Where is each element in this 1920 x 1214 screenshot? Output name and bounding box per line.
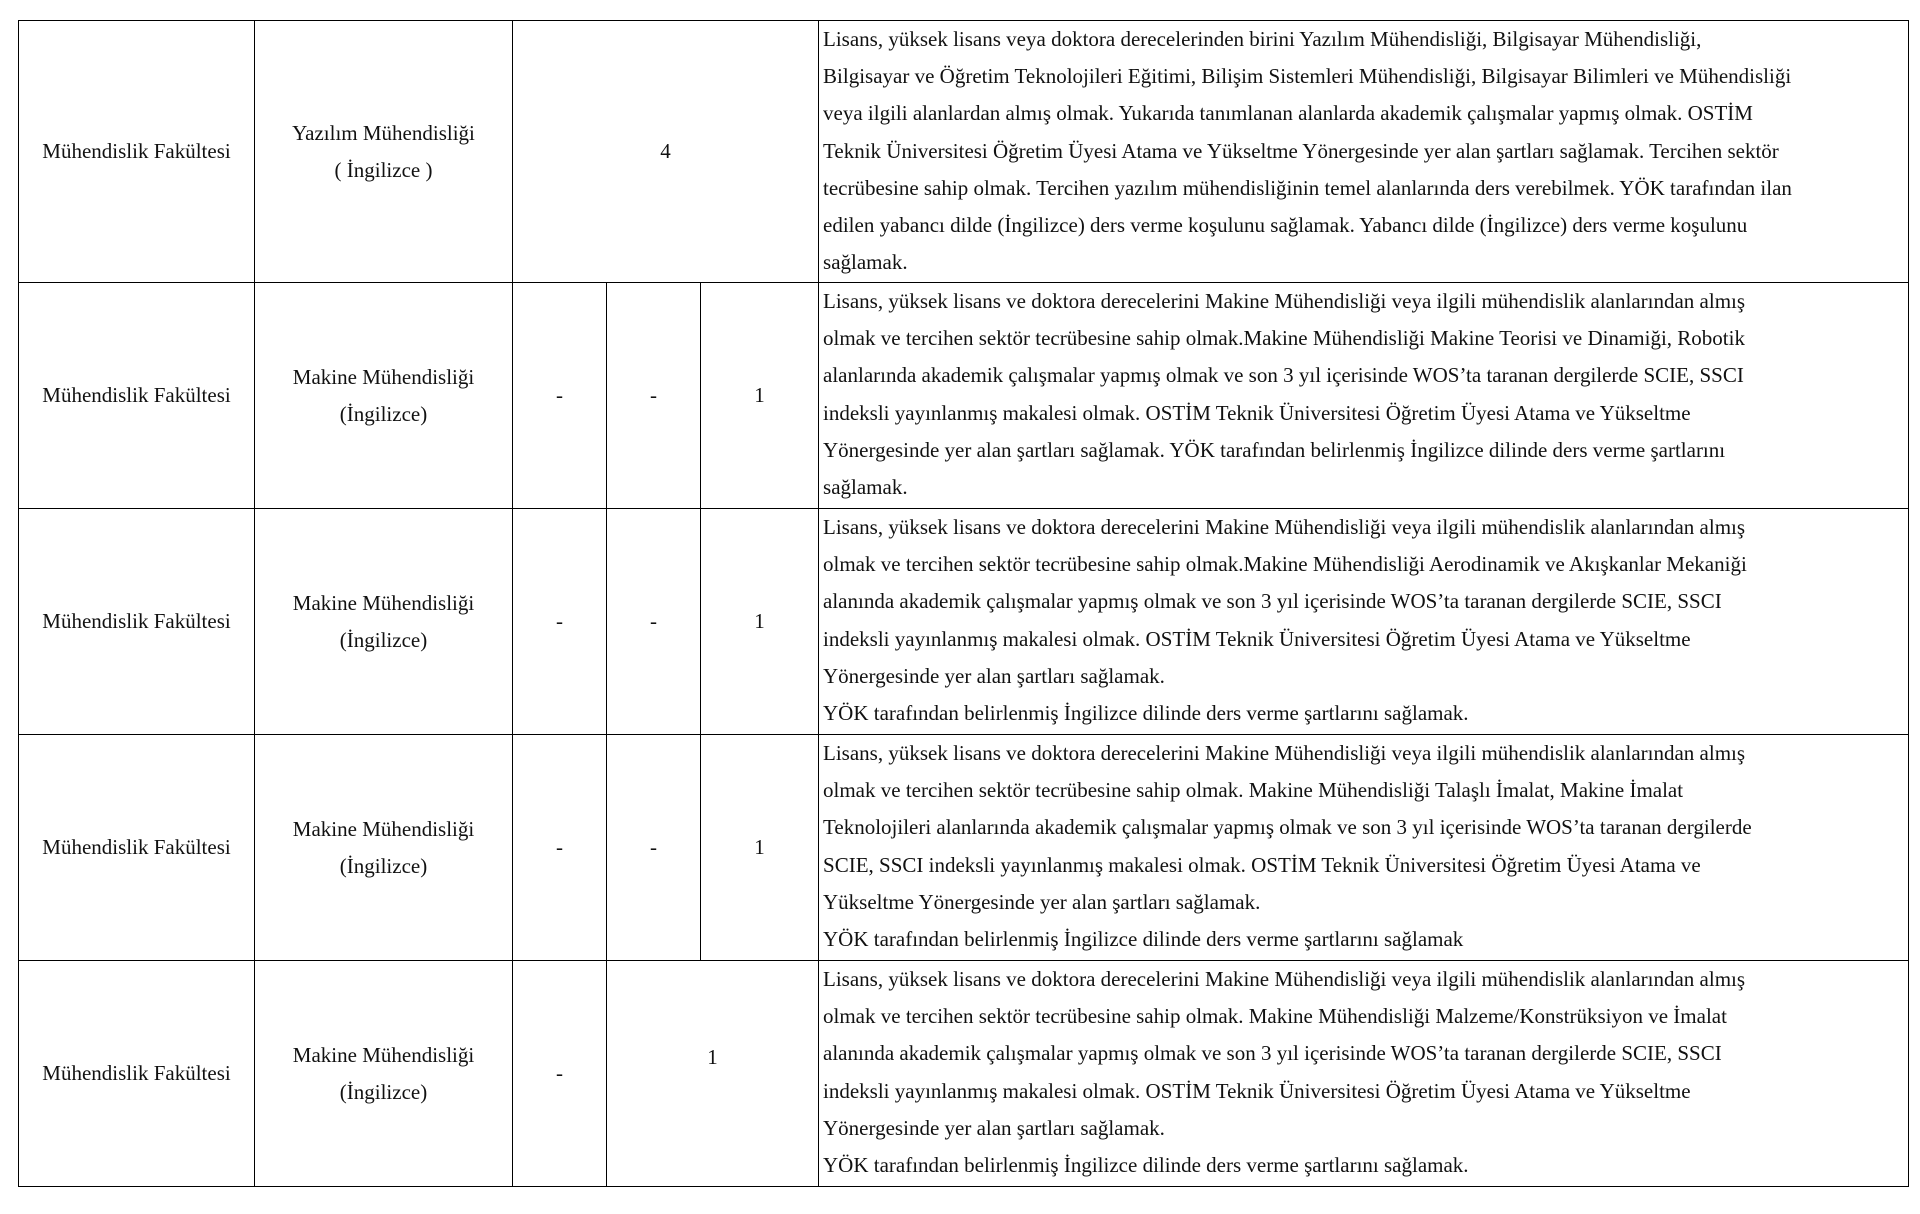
assistant-quota-cell: 1	[607, 961, 819, 1187]
positions-table	[18, 20, 1909, 1187]
faculty-cell: Mühendislik Fakültesi	[19, 283, 255, 509]
requirement-line: Teknik Üniversitesi Öğretim Üyesi Atama ve Yükseltme Yönergesinde yer alan şartları sağlamak. Tercihen sektör	[823, 138, 1779, 163]
department-name: Makine Mühendisliği	[292, 590, 475, 615]
professor-quota-cell: -	[513, 283, 607, 509]
table-row	[19, 283, 1909, 509]
requirement-line: Bilgisayar ve Öğretim Teknolojileri Eğitimi, Bilişim Sistemleri Mühendisliği, Bilgisayar Bilimleri ve Mühendisliği	[823, 64, 1792, 89]
requirement-line: veya ilgili alanlardan almış olmak. Yukarıda tanımlanan alanlarda akademik çalışmalar yapmış olmak. OSTİM	[823, 101, 1753, 126]
requirement-line: Yükseltme Yönergesinde yer alan şartları sağlamak.	[823, 889, 1261, 914]
requirement-line: alanında akademik çalışmalar yapmış olmak ve son 3 yıl içerisinde WOS’ta taranan dergilerde SCIE, SSCI	[823, 1041, 1722, 1066]
department-cell	[255, 961, 513, 1187]
requirement-line: tecrübesine sahip olmak. Tercihen yazılım mühendisliğinin temel alanlarında ders verebilmek. YÖK tarafından ilan	[823, 175, 1792, 200]
requirement-line: YÖK tarafından belirlenmiş İngilizce dilinde ders verme şartlarını sağlamak	[823, 927, 1464, 952]
requirement-line: Teknolojileri alanlarında akademik çalışmalar yapmış olmak ve son 3 yıl içerisinde WOS’ta taranan dergilerde	[823, 815, 1752, 840]
faculty-cell: Mühendislik Fakültesi	[19, 21, 255, 283]
assistant-quota-cell: 1	[701, 735, 819, 961]
table-row	[19, 509, 1909, 735]
requirement-line: Yönergesinde yer alan şartları sağlamak.	[823, 663, 1165, 688]
associate-quota-cell: -	[607, 509, 701, 735]
department-name: Makine Mühendisliği	[292, 364, 475, 389]
requirement-line: edilen yabancı dilde (İngilizce) ders verme koşulunu sağlamak. Yabancı dilde (İngilizce) ders verme koşulunu	[823, 213, 1748, 238]
professor-quota-cell: -	[513, 509, 607, 735]
department-language: (İngilizce)	[339, 853, 428, 878]
faculty-cell: Mühendislik Fakültesi	[19, 735, 255, 961]
requirement-line: sağlamak.	[823, 475, 908, 500]
requirement-line: olmak ve tercihen sektör tecrübesine sahip olmak. Makine Mühendisliği Talaşlı İmalat, Makine İmalat	[823, 778, 1684, 803]
requirement-line: Yönergesinde yer alan şartları sağlamak. YÖK tarafından belirlenmiş İngilizce dilinde ders verme şartlarını	[823, 437, 1726, 462]
requirement-line: indeksli yayınlanmış makalesi olmak. OSTİM Teknik Üniversitesi Öğretim Üyesi Atama ve Yükseltme	[823, 1078, 1691, 1103]
department-name: Yazılım Mühendisliği	[292, 120, 475, 145]
department-cell	[255, 735, 513, 961]
department-language: (İngilizce)	[339, 401, 428, 426]
requirements-cell	[819, 961, 1909, 1187]
requirement-line: Lisans, yüksek lisans ve doktora derecelerini Makine Mühendisliği veya ilgili mühendislik alanlarından almış	[823, 967, 1746, 991]
requirement-line: Lisans, yüksek lisans ve doktora derecelerini Makine Mühendisliği veya ilgili mühendislik alanlarından almış	[823, 289, 1746, 313]
requirement-line: olmak ve tercihen sektör tecrübesine sahip olmak. Makine Mühendisliği Malzeme/Konstrüksiyon ve İmalat	[823, 1004, 1727, 1029]
table-row	[19, 735, 1909, 961]
faculty-cell: Mühendislik Fakültesi	[19, 961, 255, 1187]
requirements-cell	[819, 283, 1909, 509]
department-language: ( İngilizce )	[334, 157, 433, 182]
document-page	[18, 20, 1908, 1187]
requirement-line: olmak ve tercihen sektör tecrübesine sahip olmak.Makine Mühendisliği Makine Teorisi ve Dinamiği, Robotik	[823, 326, 1745, 351]
requirement-line: Lisans, yüksek lisans ve doktora derecelerini Makine Mühendisliği veya ilgili mühendislik alanlarından almış	[823, 515, 1746, 539]
requirement-line: YÖK tarafından belirlenmiş İngilizce dilinde ders verme şartlarını sağlamak.	[823, 1153, 1469, 1178]
faculty-cell: Mühendislik Fakültesi	[19, 509, 255, 735]
department-cell	[255, 21, 513, 283]
department-language: (İngilizce)	[339, 1079, 428, 1104]
assistant-quota-cell: 1	[701, 509, 819, 735]
assistant-quota-cell: 1	[701, 283, 819, 509]
requirement-line: indeksli yayınlanmış makalesi olmak. OSTİM Teknik Üniversitesi Öğretim Üyesi Atama ve Yükseltme	[823, 400, 1691, 425]
requirement-line: sağlamak.	[823, 250, 908, 275]
requirement-line: SCIE, SSCI indeksli yayınlanmış makalesi olmak. OSTİM Teknik Üniversitesi Öğretim Üyesi Atama ve	[823, 852, 1701, 877]
professor-quota-cell: -	[513, 735, 607, 961]
table-row	[19, 21, 1909, 283]
requirement-line: alanlarında akademik çalışmalar yapmış olmak ve son 3 yıl içerisinde WOS’ta taranan dergilerde SCIE, SSCI	[823, 363, 1744, 388]
professor-quota-cell: -	[513, 961, 607, 1187]
department-language: (İngilizce)	[339, 627, 428, 652]
requirements-cell	[819, 735, 1909, 961]
department-name: Makine Mühendisliği	[292, 1042, 475, 1067]
table-row	[19, 961, 1909, 1187]
department-cell	[255, 283, 513, 509]
quota-cell: 4	[513, 21, 819, 283]
associate-quota-cell: -	[607, 283, 701, 509]
requirement-line: Lisans, yüksek lisans ve doktora derecelerini Makine Mühendisliği veya ilgili mühendislik alanlarından almış	[823, 741, 1746, 765]
requirement-line: YÖK tarafından belirlenmiş İngilizce dilinde ders verme şartlarını sağlamak.	[823, 701, 1469, 726]
department-cell	[255, 509, 513, 735]
requirement-line: alanında akademik çalışmalar yapmış olmak ve son 3 yıl içerisinde WOS’ta taranan dergilerde SCIE, SSCI	[823, 589, 1722, 614]
requirements-cell	[819, 509, 1909, 735]
requirement-line: Lisans, yüksek lisans veya doktora derecelerinden birini Yazılım Mühendisliği, Bilgisayar Mühendisliği,	[823, 27, 1702, 51]
associate-quota-cell: -	[607, 735, 701, 961]
requirement-line: indeksli yayınlanmış makalesi olmak. OSTİM Teknik Üniversitesi Öğretim Üyesi Atama ve Yükseltme	[823, 626, 1691, 651]
requirement-line: olmak ve tercihen sektör tecrübesine sahip olmak.Makine Mühendisliği Aerodinamik ve Akışkanlar Mekaniği	[823, 552, 1747, 577]
requirements-cell	[819, 21, 1909, 283]
department-name: Makine Mühendisliği	[292, 816, 475, 841]
requirement-line: Yönergesinde yer alan şartları sağlamak.	[823, 1115, 1165, 1140]
